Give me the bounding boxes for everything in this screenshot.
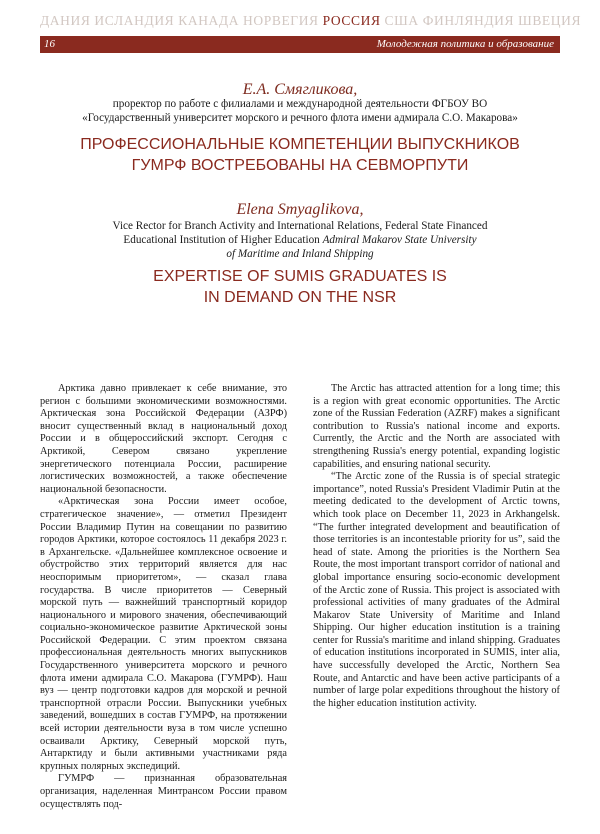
- section-band: [40, 36, 560, 53]
- en-affiliation-line2: [40, 233, 560, 247]
- ru-title-line1: ПРОФЕССИОНАЛЬНЫЕ КОМПЕТЕНЦИИ ВЫПУСКНИКОВ: [80, 136, 520, 153]
- en-title-line2: IN DEMAND ON THE NSR: [203, 289, 397, 306]
- en-affiliation: [40, 219, 560, 261]
- ru-affiliation-line2: «Государственный университет морского и речного флота имени адмирала С.О. Макарова»: [82, 112, 518, 124]
- ru-title-line2: ГУМРФ ВОСТРЕБОВАНЫ НА СЕВМОРПУТИ: [131, 157, 469, 174]
- ru-author: Е.А. Смягликова,: [242, 81, 358, 98]
- en-paragraph-2: “The Arctic zone of the Russia is of special strategic importance”, noted Russia's President Vladimir Putin at the meeting dedicated to the development of Arctic towns, which took place on December 11, 2023 in Arkhangelsk. “The further integrated development and beautification of those territories is an incontestable priority for us”, said the head of state. Among the priorities is the Northern Sea Route, the most important transport corridor of national and global importance ensuring socio-economic development of the Arctic zone of Russia. This project is associated with professional activities of many graduates of the Admiral Makarov State University of Maritime and Inland Shipping. Our higher education institution is a training center for Russia's maritime and inland shipping. Graduates of education institutions incorporated in SUMIS, inter alia, have successfully developed the Arctic, Northern Sea Route, and Antarctic and have been active participants of a number of large polar expeditions throughout the history of the higher education institution activity.: [313, 471, 560, 709]
- country-active-russia: РОССИЯ: [322, 13, 381, 28]
- ru-affiliation: [40, 97, 560, 125]
- en-title: [40, 266, 560, 308]
- russian-text-column: [40, 383, 287, 811]
- en-paragraph-1: The Arctic has attracted attention for a long time; this is a region with great economic opportunities. The Arctic zone of the Russian Federation (AZRF) makes a significant contribution to Russia's national income and exports. Currently, the Arctic and the North are associated with strengthening Russia's energy potential, expanding logistic capabilities, and ensuring national security.: [313, 383, 560, 470]
- section-title: Молодежная политика и образование: [376, 38, 554, 50]
- en-title-line1: EXPERTISE OF SUMIS GRADUATES IS: [153, 268, 447, 285]
- ru-paragraph-1: Арктика давно привлекает к себе внимание, это регион с большими экономическими возможностями. Арктическая зона Российской Федерации (АЗРФ) вносит существенный вклад в национальный доход России и в общероссийский экспорт. Сегодня с Арктикой, Севером связано укрепление энергетического потенциала России, расширение логистических возможностей, а также обеспечение национальной безопасности.: [40, 383, 287, 495]
- en-affiliation-line1: Vice Rector for Branch Activity and International Relations, Federal State Financed: [112, 220, 488, 232]
- page-number: 16: [44, 38, 55, 50]
- ru-title: [40, 134, 560, 176]
- ru-affiliation-line1: проректор по работе с филиалами и международной деятельности ФГБОУ ВО: [112, 98, 488, 110]
- ru-paragraph-3: ГУМРФ — признанная образовательная организация, наделенная Минтрансом России правом осуществлять под-: [40, 773, 287, 810]
- en-affiliation-line2-plain: Educational Institution of Higher Education: [123, 234, 323, 246]
- ru-paragraph-2: «Арктическая зона России имеет особое, стратегическое значение», — отметил Президент России Владимир Путин на совещании по развитию городов Арктики, которое состоялось 11 декабря 2023 г. в Архангельске. «Дальнейшее комплексное освоение и обустройство этих территорий является для нас неоспоримым приоритетом», — сказал глава государства. В числе приоритетов — Северный морской путь — важнейший транспортный коридор национального и мирового значения, обеспечивающий социально-экономическое развитие Арктической зоны Российской Федерации. С этим проектом связана профессиональная деятельность многих выпускников Государственного университета морского и речного флота имени адмирала С.О. Макарова (ГУМРФ). Наш вуз — центр подготовки кадров для морской и речной транспортной отрасли России. Выпускники учебных заведений, вошедших в состав ГУМРФ, на протяжении всей истории деятельности вуза в том числе успешно осваивали Арктику, Северный морской путь, Антарктиду и были активными участниками ряда крупных полярных экспедиций.: [40, 496, 287, 772]
- en-affiliation-line3: of Maritime and Inland Shipping: [226, 248, 374, 260]
- en-affiliation-line2-italic: Admiral Makarov State University: [322, 234, 477, 246]
- english-text-column: [313, 383, 560, 710]
- en-author: Elena Smyaglikova,: [236, 201, 364, 218]
- country-list-header: [40, 13, 600, 29]
- countries-after: США ФИНЛЯНДИЯ ШВЕЦИЯ: [380, 13, 582, 28]
- countries-before: ДАНИЯ ИСЛАНДИЯ КАНАДА НОРВЕГИЯ: [40, 13, 323, 28]
